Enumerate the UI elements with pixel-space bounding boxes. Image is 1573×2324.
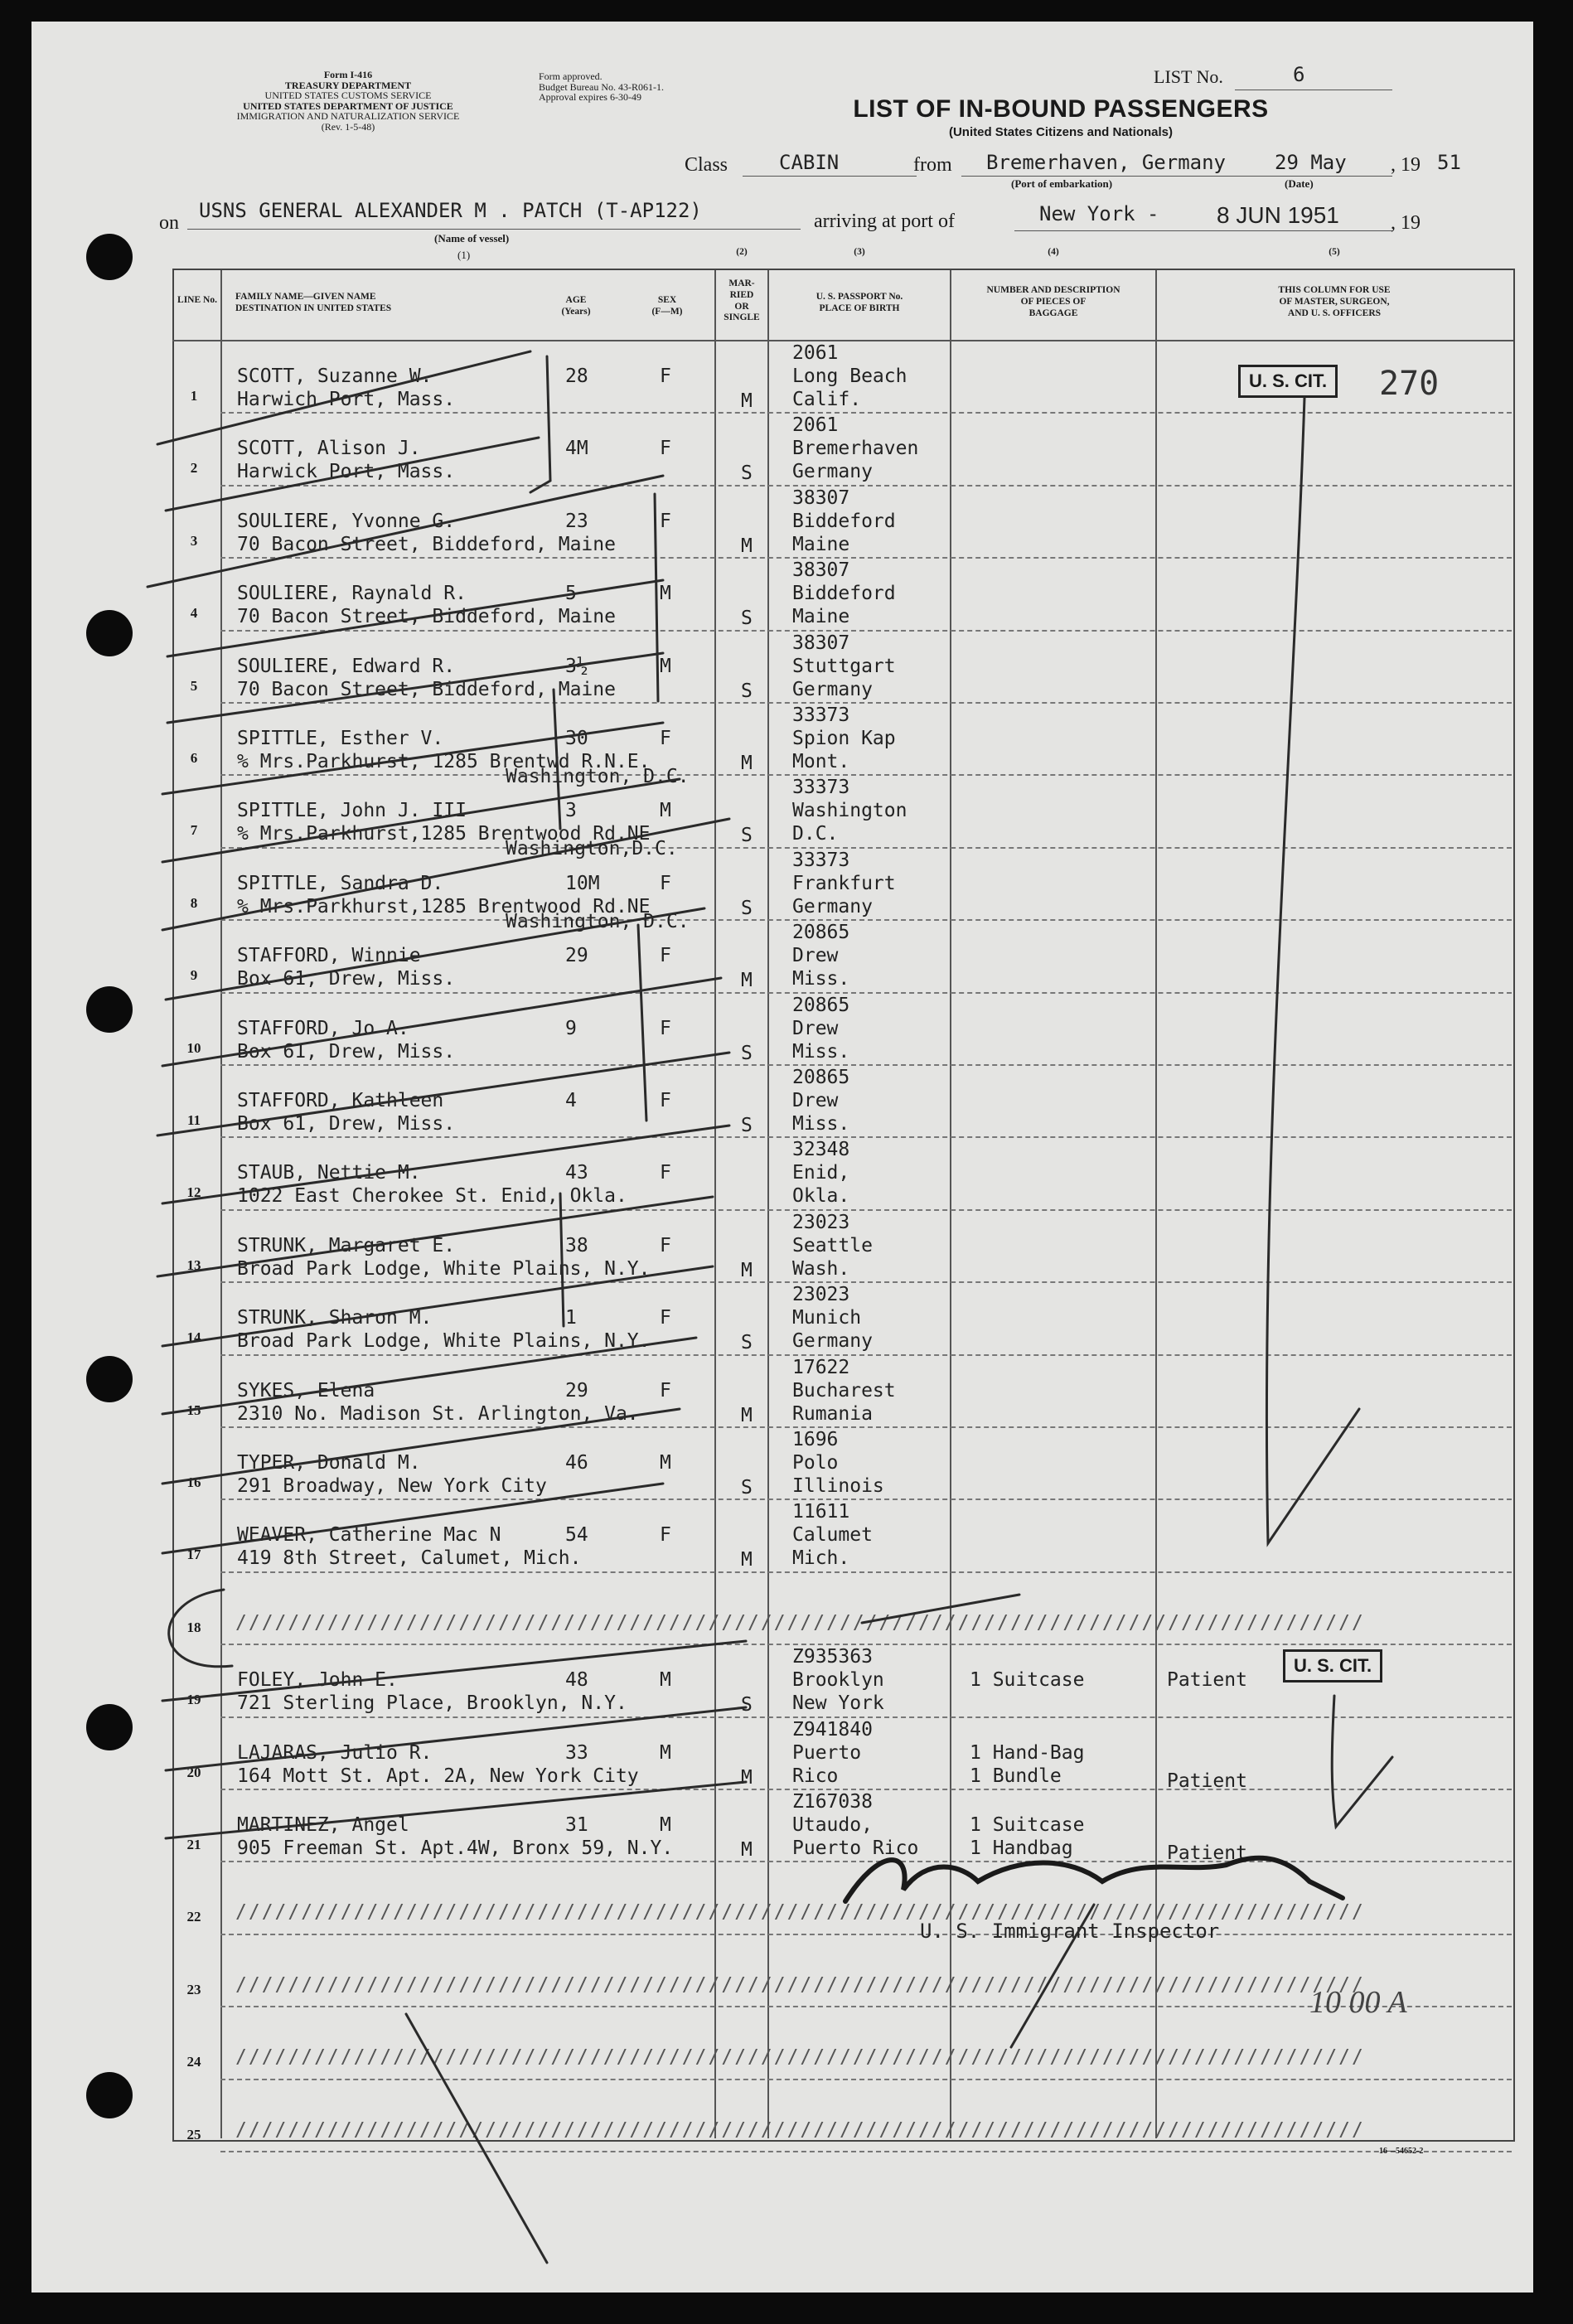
check-mark-19 xyxy=(162,1641,746,1701)
passenger-name: SCOTT, Alison J. xyxy=(237,438,421,460)
passenger-sex: M xyxy=(660,1669,671,1692)
passenger-destination: 291 Broadway, New York City xyxy=(237,1475,547,1497)
birthplace-2: Calif. xyxy=(792,389,862,410)
passport-number: 33373 xyxy=(792,777,850,799)
long-check-top xyxy=(1266,398,1359,1543)
passenger-sex: F xyxy=(660,1524,671,1547)
line-number: 17 xyxy=(186,1547,201,1563)
baggage-1: 1 Suitcase xyxy=(970,1669,1085,1692)
passport-number: 17622 xyxy=(792,1356,850,1378)
from-label: from xyxy=(913,154,952,176)
birthplace-2: Mont. xyxy=(792,751,850,772)
passenger-name: WEAVER, Catherine Mac N xyxy=(237,1524,501,1547)
check-mark-12 xyxy=(162,1126,729,1203)
stamp-number: 270 xyxy=(1379,365,1440,403)
approval-line-3: Approval expires 6-30-49 xyxy=(539,91,641,104)
passenger-age: 10M xyxy=(565,872,600,894)
birthplace: Seattle xyxy=(792,1234,873,1256)
passport-number: 11611 xyxy=(792,1501,850,1523)
passenger-sex: M xyxy=(660,1814,671,1836)
marital-status: S xyxy=(741,1477,753,1498)
marital-status: M xyxy=(741,1839,753,1861)
marital-status: S xyxy=(741,1332,753,1354)
officer-note: Patient xyxy=(1167,1669,1247,1692)
passenger-name: SPITTLE, Sandra D. xyxy=(237,872,444,894)
line-number: 14 xyxy=(186,1329,201,1346)
passport-number: 2061 xyxy=(792,342,839,364)
birthplace: Stuttgart xyxy=(792,655,896,677)
passport-number: 1696 xyxy=(792,1429,839,1450)
passport-number: 38307 xyxy=(792,487,850,509)
passenger-sex: M xyxy=(660,583,671,605)
vessel-name: USNS GENERAL ALEXANDER M . PATCH (T-AP122) xyxy=(199,199,702,222)
passport-number: 20865 xyxy=(792,994,850,1016)
passenger-name: STAUB, Nettie M. xyxy=(237,1162,421,1184)
officer-note: Patient xyxy=(1167,1770,1247,1792)
arrival-port: New York - xyxy=(1039,202,1159,225)
marital-status: M xyxy=(741,753,753,774)
justice-dept: UNITED STATES DEPARTMENT OF JUSTICE xyxy=(243,99,453,112)
birthplace: Biddeford xyxy=(792,510,896,532)
line-number: 2 xyxy=(190,460,198,477)
passenger-name: SYKES, Elena xyxy=(237,1379,375,1402)
passport-number: 2061 xyxy=(792,414,839,437)
passenger-name: MARTINEZ, Angel xyxy=(237,1814,409,1836)
check-mark-16 xyxy=(162,1409,680,1484)
birthplace: Brooklyn xyxy=(792,1669,884,1692)
marital-status: M xyxy=(741,1549,753,1571)
passenger-sex: M xyxy=(660,1741,671,1764)
line-number: 15 xyxy=(186,1402,201,1418)
birthplace-2: Germany xyxy=(792,678,873,700)
cancelled-line-hatch: ////////////////////////////////////////////////////////////////////////////////////// xyxy=(235,1973,1365,1996)
check-mark-15 xyxy=(162,1338,696,1414)
check-mark-13 xyxy=(157,1197,713,1276)
passenger-destination: 70 Bacon Street, Biddeford, Maine xyxy=(237,678,616,700)
passenger-sex: F xyxy=(660,1090,671,1111)
col-head-passport: U. S. PASSPORT No. PLACE OF BIRTH xyxy=(816,292,903,313)
on-label: on xyxy=(159,212,179,234)
passenger-sex: F xyxy=(660,1017,671,1039)
passport-number: Z167038 xyxy=(792,1791,873,1813)
from-date: 29 May xyxy=(1275,151,1347,174)
passenger-name: SCOTT, Suzanne W. xyxy=(237,366,433,387)
line-number: 19 xyxy=(186,1692,201,1708)
birthplace: Enid, xyxy=(792,1162,850,1184)
marital-status: M xyxy=(741,1766,753,1789)
passport-number: Z935363 xyxy=(792,1646,873,1668)
check-mark-1 xyxy=(157,351,530,444)
passenger-sex: M xyxy=(660,1452,671,1474)
passenger-age: 43 xyxy=(565,1162,588,1184)
col-num-married: (2) xyxy=(736,247,748,257)
line-number: 13 xyxy=(186,1256,201,1273)
marital-status: S xyxy=(741,825,753,847)
passenger-age: 23 xyxy=(565,510,588,532)
passenger-age: 38 xyxy=(565,1234,588,1256)
passenger-destination: 1022 East Cherokee St. Enid, Okla. xyxy=(237,1185,627,1208)
passenger-name: SPITTLE, Esther V. xyxy=(237,728,444,749)
passenger-destination: Box 61, Drew, Miss. xyxy=(237,968,456,990)
bracket-1 xyxy=(530,356,550,492)
passenger-age: 29 xyxy=(565,945,588,967)
title-text: LIST OF IN-BOUND PASSENGERS xyxy=(853,95,1269,123)
print-code: 16—54652-2 xyxy=(1379,2147,1424,2156)
passenger-name: STAFFORD, Winnie xyxy=(237,945,421,967)
port-caption: (Port of embarkation) xyxy=(1011,177,1113,190)
cancelled-line-hatch: ////////////////////////////////////////////////////////////////////////////////////// xyxy=(235,2046,1365,2069)
passenger-age: 48 xyxy=(565,1669,588,1692)
birthplace-2: Maine xyxy=(792,606,850,628)
passenger-age: 4M xyxy=(565,438,588,460)
passenger-name: SOULIERE, Edward R. xyxy=(237,655,456,677)
line-number: 6 xyxy=(190,750,198,766)
passenger-destination: 70 Bacon Street, Biddeford, Maine xyxy=(237,606,616,628)
check-mark-3 xyxy=(148,476,663,587)
class-value: CABIN xyxy=(779,151,840,174)
marital-status: S xyxy=(741,1042,753,1064)
time-note: 10 00 A xyxy=(1309,1985,1407,2020)
passenger-destination-2: Washington,D.C. xyxy=(506,838,678,860)
passenger-name: SPITTLE, John J. III xyxy=(237,800,467,822)
bracket-2 xyxy=(655,494,658,701)
passenger-age: 31 xyxy=(565,1814,588,1836)
passenger-destination: % Mrs.Parkhurst, 1285 Brentwd R.N.E. xyxy=(237,751,651,772)
passenger-sex: M xyxy=(660,655,671,677)
bracket-3 xyxy=(554,690,560,829)
passenger-destination-2: Washington, D.C. xyxy=(506,910,690,932)
marital-status: S xyxy=(741,462,753,485)
line-number: 18 xyxy=(186,1619,201,1635)
col-num-baggage: (4) xyxy=(1048,247,1059,257)
us-citizen-stamp-top: U. S. CIT. xyxy=(1238,365,1338,398)
passenger-destination: 721 Sterling Place, Brooklyn, N.Y. xyxy=(237,1692,627,1715)
line-number: 5 xyxy=(190,677,198,694)
bracket-4 xyxy=(638,925,646,1121)
birthplace: Drew xyxy=(792,945,839,967)
birthplace-2: Mich. xyxy=(792,1547,850,1570)
passport-number: 32348 xyxy=(792,1139,850,1161)
col-head-age: AGE (Years) xyxy=(561,295,591,317)
class-label: Class xyxy=(685,154,728,176)
passenger-age: 46 xyxy=(565,1452,588,1474)
passenger-name: STAFFORD, Jo A. xyxy=(237,1017,409,1039)
passenger-name: TYPER, Donald M. xyxy=(237,1452,421,1474)
passenger-sex: F xyxy=(660,1234,671,1256)
marital-status: S xyxy=(741,1694,753,1716)
check-mark-20 xyxy=(166,1707,746,1770)
inspector-title: U. S. Immigrant Inspector xyxy=(920,1920,1220,1943)
date-caption: (Date) xyxy=(1285,177,1314,190)
birthplace: Munich xyxy=(792,1307,862,1329)
passenger-destination-2: Washington, D.C. xyxy=(506,766,690,787)
baggage-1: 1 Hand-Bag xyxy=(970,1741,1085,1764)
birthplace-2: Maine xyxy=(792,533,850,555)
cancelled-line-hatch: ////////////////////////////////////////////////////////////////////////////////////// xyxy=(235,1901,1365,1924)
form-revision: (Rev. 1-5-48) xyxy=(321,120,375,133)
col-head-sex: SEX (F—M) xyxy=(651,295,683,317)
birthplace-2: New York xyxy=(792,1692,884,1715)
col-head-name: FAMILY NAME—GIVEN NAME DESTINATION IN UNITED STATES xyxy=(235,292,392,313)
circle-18 xyxy=(169,1590,232,1667)
col-head-officers: THIS COLUMN FOR USE OF MASTER, SURGEON, AND U. S. OFFICERS xyxy=(1278,285,1391,318)
marital-status: M xyxy=(741,390,753,412)
passenger-age: 3 xyxy=(565,800,577,822)
passenger-sex: M xyxy=(660,800,671,822)
bracket-5 xyxy=(560,1193,564,1326)
line-number: 9 xyxy=(190,967,198,984)
passenger-destination: Harwich Port, Mass. xyxy=(237,389,456,410)
line-number: 25 xyxy=(186,2126,201,2142)
birthplace: Utaudo, xyxy=(792,1814,873,1836)
passenger-name: SOULIERE, Raynald R. xyxy=(237,583,467,605)
birthplace: Frankfurt xyxy=(792,872,896,894)
passenger-sex: F xyxy=(660,1307,671,1329)
check-mark-8 xyxy=(162,819,729,930)
passport-number: 20865 xyxy=(792,1067,850,1088)
customs-service: UNITED STATES CUSTOMS SERVICE xyxy=(264,90,432,102)
marital-status: S xyxy=(741,897,753,919)
check-mark-14 xyxy=(162,1266,713,1346)
marital-status: M xyxy=(741,1259,753,1281)
from-value: Bremerhaven, Germany xyxy=(986,151,1226,174)
line-number: 1 xyxy=(190,388,198,404)
check-mark-6 xyxy=(162,723,663,794)
arrival-year: , 19 xyxy=(1391,212,1421,234)
arriving-label: arriving at port of xyxy=(814,211,955,232)
cancelled-line-hatch: ////////////////////////////////////////////////////////////////////////////////////// xyxy=(235,2118,1365,2141)
passport-number: 33373 xyxy=(792,849,850,871)
birthplace-2: Miss. xyxy=(792,968,850,990)
cross-out-18 xyxy=(862,1595,1019,1623)
approval-line-1: Form approved. xyxy=(539,70,603,82)
line-number: 7 xyxy=(190,822,198,839)
passenger-destination: Broad Park Lodge, White Plains, N.Y. xyxy=(237,1257,651,1280)
passenger-destination: Broad Park Lodge, White Plains, N.Y. xyxy=(237,1330,651,1353)
passenger-sex: F xyxy=(660,728,671,749)
line-number: 3 xyxy=(190,532,198,549)
passenger-destination: % Mrs.Parkhurst,1285 Brentwood Rd.NE xyxy=(237,895,651,917)
passenger-destination: 2310 No. Madison St. Arlington, Va. xyxy=(237,1402,639,1425)
line-number: 22 xyxy=(186,1909,201,1925)
arrival-date-stamp: 8 JUN 1951 xyxy=(1217,202,1339,228)
baggage-2: 1 Bundle xyxy=(970,1765,1062,1787)
passenger-destination: % Mrs.Parkhurst,1285 Brentwood Rd.NE xyxy=(237,823,651,845)
check-mark-17 xyxy=(162,1484,663,1553)
line-number: 23 xyxy=(186,1981,201,1997)
passenger-destination: 164 Mott St. Apt. 2A, New York City xyxy=(237,1765,639,1787)
birthplace-2: Rumania xyxy=(792,1402,873,1425)
passenger-name: SOULIERE, Yvonne G. xyxy=(237,510,456,532)
passenger-age: 54 xyxy=(565,1524,588,1547)
marital-status: S xyxy=(741,1115,753,1136)
line-number: 4 xyxy=(190,605,198,622)
passenger-age: 5 xyxy=(565,583,577,605)
birthplace-2: Germany xyxy=(792,895,873,917)
check-mark-21 xyxy=(166,1782,746,1838)
marital-status: S xyxy=(741,680,753,702)
line-number: 8 xyxy=(190,894,198,911)
check-mark-10 xyxy=(162,978,721,1066)
birthplace: Drew xyxy=(792,1090,839,1111)
birthplace-2: Okla. xyxy=(792,1185,850,1208)
passport-number: 20865 xyxy=(792,922,850,944)
birthplace-2: Puerto Rico xyxy=(792,1837,919,1859)
passenger-name: LAJARAS, Julio R. xyxy=(237,1741,433,1764)
passport-number: 38307 xyxy=(792,559,850,582)
check-mark-4 xyxy=(167,580,663,656)
birthplace: Bremerhaven xyxy=(792,438,919,460)
birthplace-2: D.C. xyxy=(792,823,839,845)
birthplace: Polo xyxy=(792,1452,839,1474)
treasury-dept: TREASURY DEPARTMENT xyxy=(284,79,412,91)
birthplace-2: Miss. xyxy=(792,1113,850,1135)
passenger-destination: Box 61, Drew, Miss. xyxy=(237,1040,456,1063)
inspector-signature xyxy=(845,1858,1343,1901)
immigration-service: IMMIGRATION AND NATURALIZATION SERVICE xyxy=(236,110,460,123)
passenger-name: STRUNK, Sharon M. xyxy=(237,1307,433,1329)
birthplace: Spion Kap xyxy=(792,728,896,749)
passenger-name: STAFFORD, Kathleen xyxy=(237,1090,444,1111)
list-label: LIST No. xyxy=(1154,66,1223,87)
birthplace-2: Miss. xyxy=(792,1040,850,1063)
check-mark-2 xyxy=(166,438,539,511)
birthplace-2: Germany xyxy=(792,1330,873,1353)
passport-number: 23023 xyxy=(792,1211,850,1233)
passenger-destination: 905 Freeman St. Apt.4W, Bronx 59, N.Y. xyxy=(237,1837,674,1859)
approval-line-2: Budget Bureau No. 43-R061-1. xyxy=(539,80,664,93)
subtitle-text: (United States Citizens and Nationals) xyxy=(948,124,1174,139)
passenger-destination: Box 61, Drew, Miss. xyxy=(237,1113,456,1135)
passenger-age: 1 xyxy=(565,1307,577,1329)
marital-status: M xyxy=(741,1404,753,1426)
line-number: 16 xyxy=(186,1474,201,1490)
officer-note: Patient xyxy=(1167,1842,1247,1864)
marital-status: M xyxy=(741,535,753,557)
passenger-name: FOLEY, John E. xyxy=(237,1669,398,1692)
baggage-2: 1 Handbag xyxy=(970,1837,1073,1859)
passenger-sex: F xyxy=(660,872,671,894)
passenger-name: STRUNK, Margaret E. xyxy=(237,1234,456,1256)
line-number: 20 xyxy=(186,1764,201,1780)
passenger-destination: 419 8th Street, Calumet, Mich. xyxy=(237,1547,582,1570)
birthplace: Drew xyxy=(792,1017,839,1039)
passenger-sex: F xyxy=(660,366,671,387)
passenger-age: 33 xyxy=(565,1741,588,1764)
list-number: 6 xyxy=(1293,63,1305,86)
passenger-age: 29 xyxy=(565,1379,588,1402)
passenger-age: 4 xyxy=(565,1090,577,1111)
birthplace: Washington xyxy=(792,800,908,822)
birthplace-2: Rico xyxy=(792,1765,839,1787)
col-head-baggage: NUMBER AND DESCRIPTION OF PIECES OF BAGGAGE xyxy=(986,285,1120,318)
passport-number: 38307 xyxy=(792,632,850,654)
birthplace-2: Illinois xyxy=(792,1475,884,1497)
cancelled-line-hatch: ////////////////////////////////////////////////////////////////////////////////////// xyxy=(235,1611,1365,1634)
vessel-col-num: (1) xyxy=(457,249,471,261)
line-number: 11 xyxy=(186,1112,201,1128)
us-citizen-stamp-bottom: U. S. CIT. xyxy=(1283,1649,1382,1682)
year-prefix: , 19 xyxy=(1391,154,1421,176)
passenger-sex: F xyxy=(660,1379,671,1402)
strike-22 xyxy=(1011,1905,1094,2047)
passport-number: Z941840 xyxy=(792,1718,873,1741)
check-mark-9 xyxy=(166,908,704,1000)
birthplace-2: Wash. xyxy=(792,1257,850,1280)
passenger-age: 3½ xyxy=(565,655,588,677)
marital-status: S xyxy=(741,608,753,630)
passenger-sex: F xyxy=(660,438,671,460)
passenger-sex: F xyxy=(660,945,671,967)
line-number: 12 xyxy=(186,1184,201,1201)
birthplace: Long Beach xyxy=(792,366,908,387)
baggage-1: 1 Suitcase xyxy=(970,1814,1085,1836)
form-number: Form I-416 xyxy=(323,69,373,80)
passenger-destination: 70 Bacon Street, Biddeford, Maine xyxy=(237,533,616,555)
birthplace: Biddeford xyxy=(792,583,896,605)
passenger-sex: F xyxy=(660,1162,671,1184)
passenger-age: 28 xyxy=(565,366,588,387)
passport-number: 33373 xyxy=(792,704,850,726)
col-head-married: MAR- RIED OR SINGLE xyxy=(724,278,760,323)
col-num-passport: (3) xyxy=(854,247,865,257)
passenger-sex: F xyxy=(660,510,671,532)
birthplace-2: Germany xyxy=(792,461,873,483)
col-head-line: LINE No. xyxy=(177,295,217,305)
passenger-destination: Harwick Port, Mass. xyxy=(237,461,456,483)
birthplace: Calumet xyxy=(792,1524,873,1547)
col-num-officers: (5) xyxy=(1329,247,1340,257)
passenger-age: 30 xyxy=(565,728,588,749)
birthplace: Bucharest xyxy=(792,1379,896,1402)
check-mark-5 xyxy=(167,653,663,723)
line-number: 21 xyxy=(186,1837,201,1852)
marital-status: M xyxy=(741,970,753,992)
long-check-bottom xyxy=(1332,1696,1392,1827)
line-number: 24 xyxy=(186,2054,201,2070)
passenger-age: 9 xyxy=(565,1017,577,1039)
birthplace: Puerto xyxy=(792,1741,862,1764)
passport-number: 23023 xyxy=(792,1284,850,1306)
large-x-mark xyxy=(406,2014,547,2263)
vessel-caption: (Name of vessel) xyxy=(434,232,510,245)
line-number: 10 xyxy=(186,1039,201,1056)
year-value: 51 xyxy=(1437,151,1461,174)
check-mark-7 xyxy=(162,779,680,862)
